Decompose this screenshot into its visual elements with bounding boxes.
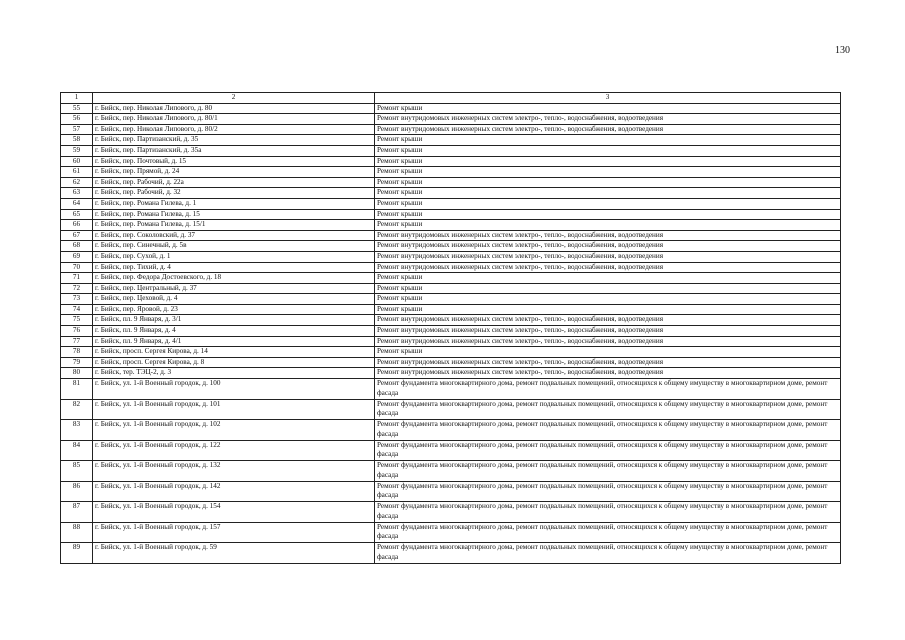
row-work: Ремонт фундамента многоквартирного дома, ремонт подвальных помещений, относящихся к общему имуществу в многоквартирном доме, ремонт фасада <box>375 481 841 502</box>
row-work: Ремонт внутридомовых инженерных систем электро-, тепло-, водоснабжения, водоотведения <box>375 262 841 273</box>
row-number: 82 <box>61 399 93 420</box>
row-address: г. Бийск, ул. 1-й Военный городок, д. 101 <box>93 399 375 420</box>
row-number: 75 <box>61 315 93 326</box>
row-work: Ремонт крыши <box>375 198 841 209</box>
row-work: Ремонт фундамента многоквартирного дома, ремонт подвальных помещений, относящихся к общему имуществу в многоквартирном доме, ремонт фасада <box>375 502 841 523</box>
row-address: г. Бийск, ул. 1-й Военный городок, д. 157 <box>93 522 375 543</box>
row-number: 76 <box>61 326 93 337</box>
table-row <box>61 177 841 188</box>
row-address: г. Бийск, просп. Сергея Кирова, д. 8 <box>93 357 375 368</box>
table-row <box>61 336 841 347</box>
row-work: Ремонт крыши <box>375 188 841 199</box>
row-address: г. Бийск, пер. Партизанский, д. 35 <box>93 135 375 146</box>
table-row <box>61 103 841 114</box>
row-address: г. Бийск, пер. Центральный, д. 37 <box>93 283 375 294</box>
row-address: г. Бийск, пер. Романа Гилева, д. 15 <box>93 209 375 220</box>
table-row <box>61 262 841 273</box>
table-row <box>61 145 841 156</box>
row-work: Ремонт крыши <box>375 347 841 358</box>
table-row <box>61 209 841 220</box>
row-number: 59 <box>61 145 93 156</box>
row-number: 67 <box>61 230 93 241</box>
row-work: Ремонт фундамента многоквартирного дома, ремонт подвальных помещений, относящихся к общему имуществу в многоквартирном доме, ремонт фасада <box>375 522 841 543</box>
row-work: Ремонт внутридомовых инженерных систем электро-, тепло-, водоснабжения, водоотведения <box>375 124 841 135</box>
row-address: г. Бийск, пл. 9 Января, д. 4 <box>93 326 375 337</box>
row-address: г. Бийск, ул. 1-й Военный городок, д. 100 <box>93 379 375 400</box>
row-work: Ремонт крыши <box>375 103 841 114</box>
row-number: 85 <box>61 461 93 482</box>
row-address: г. Бийск, пер. Прямой, д. 24 <box>93 167 375 178</box>
table-row <box>61 326 841 337</box>
table-row <box>61 241 841 252</box>
table-row <box>61 440 841 461</box>
row-number: 61 <box>61 167 93 178</box>
row-work: Ремонт крыши <box>375 304 841 315</box>
row-number: 84 <box>61 440 93 461</box>
row-number: 64 <box>61 198 93 209</box>
table-row <box>61 273 841 284</box>
header-cell-3: 3 <box>375 93 841 104</box>
row-work: Ремонт крыши <box>375 294 841 305</box>
row-number: 80 <box>61 368 93 379</box>
table-row <box>61 124 841 135</box>
row-work: Ремонт фундамента многоквартирного дома, ремонт подвальных помещений, относящихся к общему имуществу в многоквартирном доме, ремонт фасада <box>375 543 841 564</box>
table-row <box>61 188 841 199</box>
row-address: г. Бийск, просп. Сергея Кирова, д. 14 <box>93 347 375 358</box>
table-row <box>61 135 841 146</box>
row-number: 88 <box>61 522 93 543</box>
row-number: 65 <box>61 209 93 220</box>
row-address: г. Бийск, тер. ТЭЦ-2, д. 3 <box>93 368 375 379</box>
row-address: г. Бийск, пер. Соколовский, д. 37 <box>93 230 375 241</box>
row-work: Ремонт фундамента многоквартирного дома, ремонт подвальных помещений, относящихся к общему имуществу в многоквартирном доме, ремонт фасада <box>375 379 841 400</box>
table-row <box>61 220 841 231</box>
table-row <box>61 167 841 178</box>
row-address: г. Бийск, пер. Сухой, д. 1 <box>93 251 375 262</box>
row-address: г. Бийск, пер. Николая Липового, д. 80 <box>93 103 375 114</box>
row-work: Ремонт крыши <box>375 145 841 156</box>
table-row <box>61 379 841 400</box>
row-address: г. Бийск, пер. Яровой, д. 23 <box>93 304 375 315</box>
row-work: Ремонт фундамента многоквартирного дома, ремонт подвальных помещений, относящихся к общему имуществу в многоквартирном доме, ремонт фасада <box>375 461 841 482</box>
row-work: Ремонт фундамента многоквартирного дома, ремонт подвальных помещений, относящихся к общему имуществу в многоквартирном доме, ремонт фасада <box>375 399 841 420</box>
table-row <box>61 283 841 294</box>
row-address: г. Бийск, пер. Партизанский, д. 35а <box>93 145 375 156</box>
table-row <box>61 304 841 315</box>
row-address: г. Бийск, ул. 1-й Военный городок, д. 122 <box>93 440 375 461</box>
table-row <box>61 294 841 305</box>
row-number: 57 <box>61 124 93 135</box>
table-row <box>61 399 841 420</box>
row-work: Ремонт крыши <box>375 177 841 188</box>
row-number: 69 <box>61 251 93 262</box>
row-address: г. Бийск, пер. Романа Гилева, д. 1 <box>93 198 375 209</box>
row-number: 70 <box>61 262 93 273</box>
repair-table <box>60 92 841 564</box>
row-number: 73 <box>61 294 93 305</box>
row-address: г. Бийск, пл. 9 Января, д. 3/1 <box>93 315 375 326</box>
row-work: Ремонт внутридомовых инженерных систем электро-, тепло-, водоснабжения, водоотведения <box>375 241 841 252</box>
row-work: Ремонт внутридомовых инженерных систем электро-, тепло-, водоснабжения, водоотведения <box>375 230 841 241</box>
table-row <box>61 461 841 482</box>
row-number: 56 <box>61 114 93 125</box>
table-row <box>61 156 841 167</box>
row-work: Ремонт внутридомовых инженерных систем электро-, тепло-, водоснабжения, водоотведения <box>375 336 841 347</box>
row-address: г. Бийск, ул. 1-й Военный городок, д. 59 <box>93 543 375 564</box>
row-address: г. Бийск, пер. Николая Липового, д. 80/1 <box>93 114 375 125</box>
table-row <box>61 230 841 241</box>
row-address: г. Бийск, ул. 1-й Военный городок, д. 132 <box>93 461 375 482</box>
table-row <box>61 315 841 326</box>
row-number: 81 <box>61 379 93 400</box>
table-row <box>61 522 841 543</box>
row-work: Ремонт внутридомовых инженерных систем электро-, тепло-, водоснабжения, водоотведения <box>375 315 841 326</box>
row-work: Ремонт внутридомовых инженерных систем электро-, тепло-, водоснабжения, водоотведения <box>375 251 841 262</box>
table-body <box>61 93 841 564</box>
row-address: г. Бийск, пер. Романа Гилева, д. 15/1 <box>93 220 375 231</box>
header-cell-1: 1 <box>61 93 93 104</box>
table-row <box>61 198 841 209</box>
row-number: 83 <box>61 420 93 441</box>
table-row <box>61 357 841 368</box>
row-number: 63 <box>61 188 93 199</box>
row-address: г. Бийск, пл. 9 Января, д. 4/1 <box>93 336 375 347</box>
row-number: 79 <box>61 357 93 368</box>
row-work: Ремонт крыши <box>375 273 841 284</box>
table-row <box>61 420 841 441</box>
row-number: 58 <box>61 135 93 146</box>
row-number: 60 <box>61 156 93 167</box>
row-address: г. Бийск, ул. 1-й Военный городок, д. 142 <box>93 481 375 502</box>
row-number: 74 <box>61 304 93 315</box>
header-cell-2: 2 <box>93 93 375 104</box>
table-row <box>61 502 841 523</box>
row-address: г. Бийск, пер. Федора Достоевского, д. 18 <box>93 273 375 284</box>
table-row <box>61 543 841 564</box>
row-work: Ремонт крыши <box>375 167 841 178</box>
table-row <box>61 251 841 262</box>
row-number: 89 <box>61 543 93 564</box>
row-number: 77 <box>61 336 93 347</box>
row-address: г. Бийск, пер. Синечный, д. 5в <box>93 241 375 252</box>
row-address: г. Бийск, ул. 1-й Военный городок, д. 154 <box>93 502 375 523</box>
row-number: 71 <box>61 273 93 284</box>
row-address: г. Бийск, пер. Николая Липового, д. 80/2 <box>93 124 375 135</box>
row-number: 78 <box>61 347 93 358</box>
row-work: Ремонт внутридомовых инженерных систем электро-, тепло-, водоснабжения, водоотведения <box>375 357 841 368</box>
row-number: 62 <box>61 177 93 188</box>
row-address: г. Бийск, пер. Рабочий, д. 22а <box>93 177 375 188</box>
row-work: Ремонт фундамента многоквартирного дома, ремонт подвальных помещений, относящихся к общему имуществу в многоквартирном доме, ремонт фасада <box>375 440 841 461</box>
row-number: 55 <box>61 103 93 114</box>
row-work: Ремонт фундамента многоквартирного дома, ремонт подвальных помещений, относящихся к общему имуществу в многоквартирном доме, ремонт фасада <box>375 420 841 441</box>
row-address: г. Бийск, пер. Цеховой, д. 4 <box>93 294 375 305</box>
row-address: г. Бийск, пер. Тихий, д. 4 <box>93 262 375 273</box>
page-number: 130 <box>835 45 850 56</box>
row-work: Ремонт крыши <box>375 220 841 231</box>
row-address: г. Бийск, пер. Почтовый, д. 15 <box>93 156 375 167</box>
table-header-row <box>61 93 841 104</box>
row-work: Ремонт крыши <box>375 283 841 294</box>
row-number: 66 <box>61 220 93 231</box>
table-row <box>61 481 841 502</box>
row-work: Ремонт внутридомовых инженерных систем электро-, тепло-, водоснабжения, водоотведения <box>375 114 841 125</box>
row-address: г. Бийск, ул. 1-й Военный городок, д. 102 <box>93 420 375 441</box>
table-row <box>61 114 841 125</box>
row-address: г. Бийск, пер. Рабочий, д. 32 <box>93 188 375 199</box>
row-number: 68 <box>61 241 93 252</box>
row-number: 86 <box>61 481 93 502</box>
row-work: Ремонт крыши <box>375 135 841 146</box>
table-row <box>61 368 841 379</box>
row-number: 87 <box>61 502 93 523</box>
row-work: Ремонт крыши <box>375 156 841 167</box>
row-number: 72 <box>61 283 93 294</box>
row-work: Ремонт внутридомовых инженерных систем электро-, тепло-, водоснабжения, водоотведения <box>375 368 841 379</box>
row-work: Ремонт крыши <box>375 209 841 220</box>
row-work: Ремонт внутридомовых инженерных систем электро-, тепло-, водоснабжения, водоотведения <box>375 326 841 337</box>
table-row <box>61 347 841 358</box>
